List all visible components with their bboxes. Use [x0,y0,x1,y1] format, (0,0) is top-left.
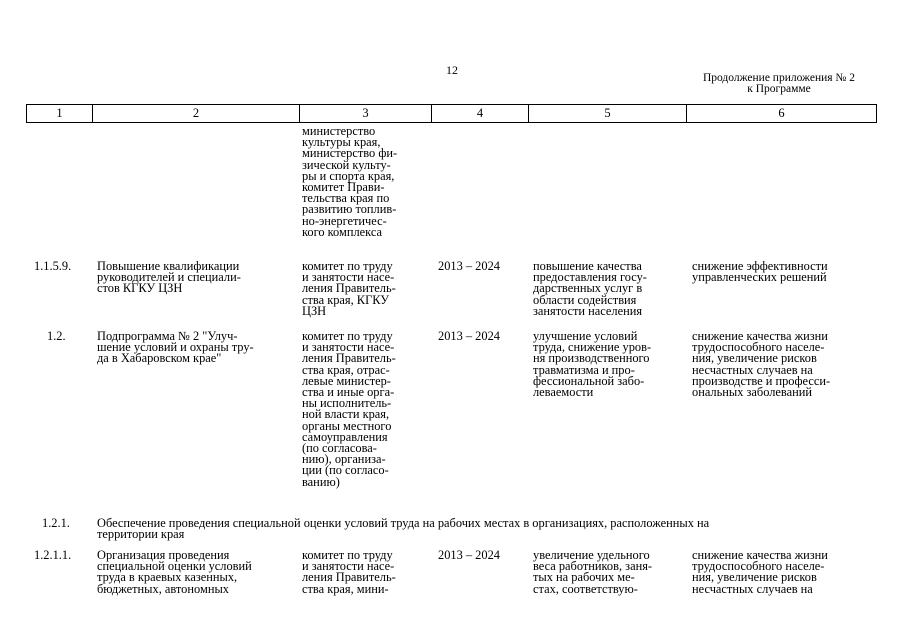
cell-line: трудоспособного населе- [692,559,825,574]
cell-line: повышение качества [533,259,642,273]
row-number: 1.2.1. [42,516,70,530]
cell-line: самоуправления [302,429,388,444]
cell-line: руководителей и специали- [97,270,241,285]
cell-line: труда в краевых казенных, [97,570,238,585]
cell-line: предоставления госу- [533,270,647,285]
cell-line: управленческих решений [692,270,827,285]
cell-line: трудоспособного населе- [692,340,825,355]
cell-line: ня производственного [533,351,650,366]
cell-line: ной власти края, [302,407,390,422]
cell-line: веса работников, заня- [533,559,653,574]
continuation-col3 [302,126,397,238]
cell-line: стов КГКУ ЦЗН [97,281,183,296]
cell-line: улучшение условий [533,329,638,343]
row-consequence [692,331,830,398]
appendix-caption [684,73,874,95]
cell-line: ры и спорта края, [302,168,395,183]
cell-line: ванию) [302,474,340,489]
cell-line: но-энергетичес- [302,213,387,228]
cell-line: снижение качества жизни [692,329,828,343]
cell-line: ния, увеличение рисков [692,570,817,585]
table-header-row [26,104,877,123]
cell-line: Подпрограмма № 2 "Улуч- [97,329,238,343]
cell-line: дарственных услуг в [533,281,643,296]
row-period: 2013 – 2024 [438,548,500,562]
row-executor [302,550,396,595]
cell-line: шение условий и охраны тру- [97,340,254,355]
cell-line: труда, снижение уров- [533,340,652,355]
cell-line: снижение качества жизни [692,548,828,562]
cell-line: комитет по труду [302,548,393,562]
cell-line: ления Правитель- [302,570,396,585]
cell-line: области содействия [533,292,637,307]
header-col-5: 5 [604,106,611,120]
row-result [533,550,652,595]
cell-line: развитию топлив- [302,202,397,217]
cell-line: и занятости насе- [302,559,395,574]
cell-line: ЦЗН [302,303,327,318]
row-number: 1.2.1.1. [34,548,72,562]
cell-line: ления Правитель- [302,281,396,296]
row-period: 2013 – 2024 [438,329,500,343]
header-col-1: 1 [56,106,63,120]
cell-line: левые министер- [302,373,391,388]
row-title [97,550,252,595]
cell-line: фессиональной забо- [533,373,645,388]
cell-line: бюджетных, автономных [97,581,229,596]
cell-line: ональных заболеваний [692,385,813,400]
appendix-line: Продолжение приложения № 2 [702,72,856,84]
row-title [97,331,254,365]
row-executor [302,331,396,488]
cell-line: нию), организа- [302,452,386,467]
cell-line: ства края, КГКУ [302,292,390,307]
row-title [97,261,241,295]
cell-line: снижение эффективности [692,259,828,273]
header-col-6: 6 [778,106,785,120]
cell-line: ния, увеличение рисков [692,351,817,366]
cell-line: и занятости насе- [302,270,395,285]
cell-line: ства края, мини- [302,581,389,596]
cell-line: (по согласова- [302,441,377,456]
row-number: 1.1.5.9. [34,259,72,273]
cell-line: ления Правитель- [302,351,396,366]
cell-line: кого комплекса [302,224,383,239]
cell-line: тельства края по [302,191,390,206]
cell-line: территории края [97,527,185,542]
cell-line: Обеспечение проведения специальной оценки условий труда на рабочих местах в организациях, расположенных на [97,516,710,530]
cell-line: комитет Прави- [302,180,385,195]
cell-line: ства и иные орга- [302,385,395,400]
cell-line: стах, соответствую- [533,581,638,596]
cell-line: несчастных случаев на [692,362,813,377]
row-span-title [97,518,709,540]
row-period: 2013 – 2024 [438,259,500,273]
cell-line: Повышение квалификации [97,259,240,273]
cell-line: несчастных случаев на [692,581,813,596]
cell-line: комитет по труду [302,259,393,273]
row-executor [302,261,396,317]
header-col-2: 2 [192,106,200,120]
cell-line: зической культу- [302,157,391,172]
cell-line: министерство [302,124,376,138]
header-col-4: 4 [476,106,484,120]
cell-line: культуры края, [302,135,381,150]
cell-line: травматизма и про- [533,362,635,377]
row-number: 1.2. [47,329,66,343]
cell-line: специальной оценки условий [97,559,252,574]
cell-line: тых на рабочих ме- [533,570,635,585]
cell-line: ны исполнитель- [302,396,392,411]
cell-line: производстве и професси- [692,373,831,388]
row-consequence [692,261,828,283]
cell-line: занятости населения [533,303,643,318]
row-result [533,261,647,317]
cell-line: министерство фи- [302,146,398,161]
row-result [533,331,651,398]
cell-line: ции (по согласо- [302,463,389,478]
cell-line: и занятости насе- [302,340,395,355]
row-consequence [692,550,828,595]
cell-line: увеличение удельного [533,548,650,562]
page-number: 12 [446,63,458,77]
cell-line: органы местного [302,418,392,433]
cell-line: комитет по труду [302,329,393,343]
appendix-line: к Программе [747,83,811,95]
cell-line: ства края, отрас- [302,362,390,377]
cell-line: Организация проведения [97,548,230,562]
header-col-3: 3 [362,106,369,120]
cell-line: леваемости [533,385,594,400]
cell-line: да в Хабаровском крае" [97,351,222,366]
